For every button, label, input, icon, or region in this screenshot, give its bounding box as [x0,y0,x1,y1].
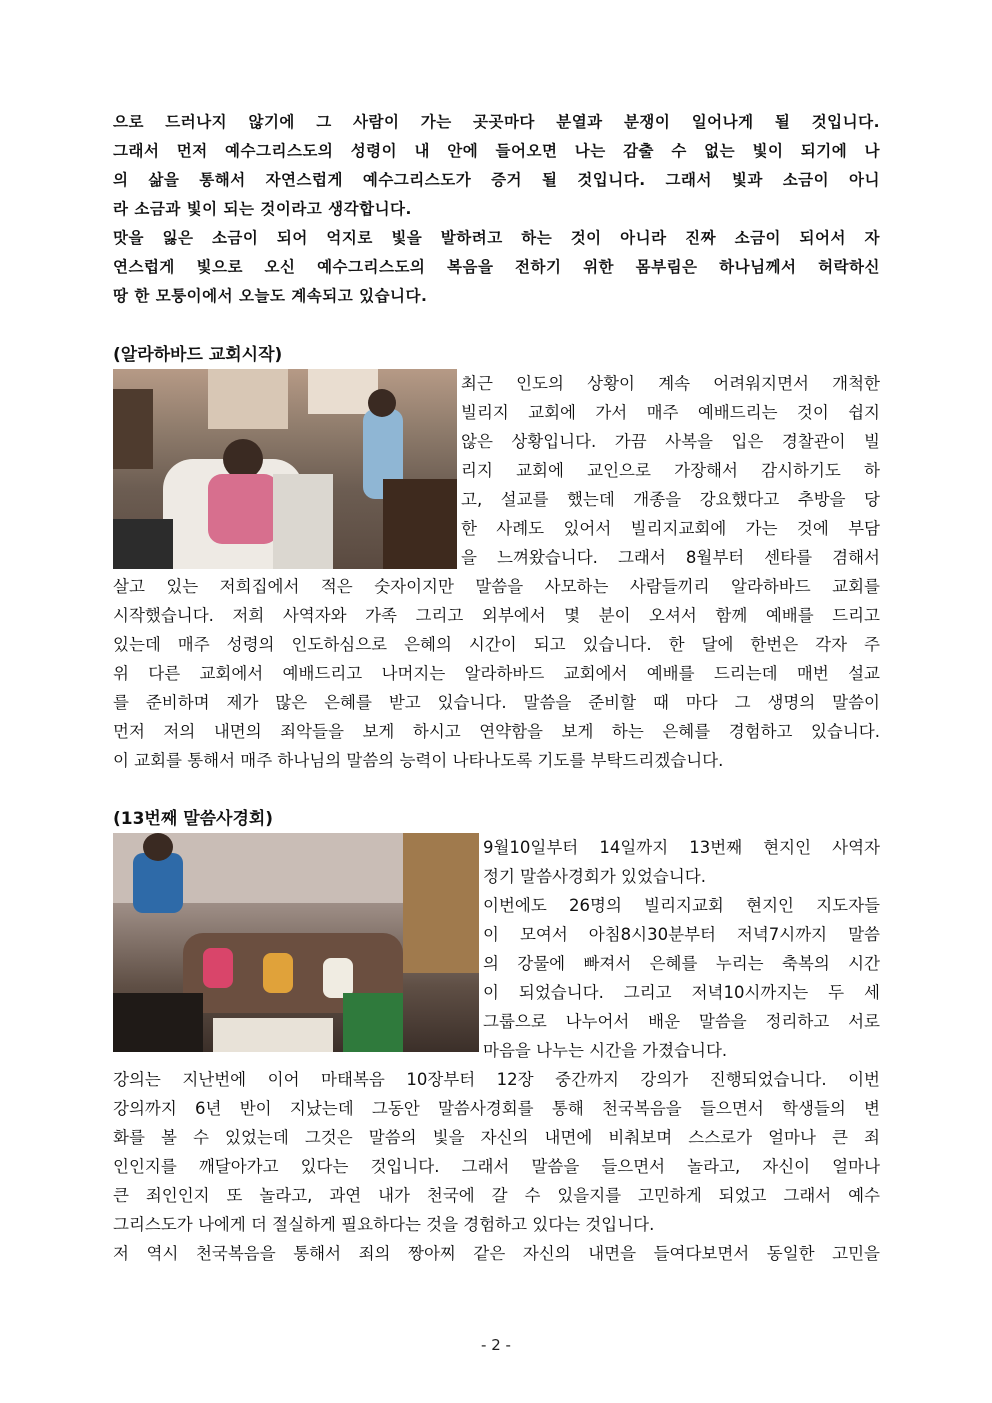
text-line: 않은 상황입니다. 가끔 사복을 입은 경찰관이 빌 [461,432,880,451]
worship-photo [113,369,457,569]
text-line: 인인지를 깨달아가고 있다는 것입니다. 그래서 말씀을 들으면서 놀라고, 자신이 얼마나 [113,1157,880,1176]
text-line: 고, 설교를 했는데 개종을 강요했다고 추방을 당 [461,490,880,509]
text-line: 를 준비하며 제가 많은 은혜를 받고 있습니다. 말씀을 준비할 때 마다 그 생명의 말씀이 [113,693,880,712]
text-line: 저 역시 천국복음을 통해서 죄의 짱아찌 같은 자신의 내면을 들여다보면서 동일한 고민을 [113,1244,880,1263]
text-line: 그리스도가 나에게 더 절실하게 필요하다는 것을 경험하고 있다는 것입니다. [113,1215,655,1234]
text-line: 최근 인도의 상황이 계속 어려워지면서 개척한 [461,374,880,393]
text-line: 그룹으로 나누어서 배운 말씀을 정리하고 서로 [483,1012,880,1031]
text-line: 라 소금과 빛이 되는 것이라고 생각합니다. [113,200,412,218]
text-line: 연스럽게 빛으로 오신 예수그리스도의 복음을 전하기 위한 몸부림은 하나님께서 허락하신 [113,258,880,276]
section-heading-bible-conference: (13번째 말씀사경회) [113,809,274,829]
text-line: 맛을 잃은 소금이 되어 억지로 빛을 발하려고 하는 것이 아니라 진짜 소금이 되어서 자 [113,229,880,247]
text-line: 9월10일부터 14일까지 13번째 현지인 사역자 [483,838,880,857]
text-line: 먼저 저의 내면의 죄악들을 보게 하시고 연약함을 보게 하는 은혜를 경험하고 있습니다. [113,722,880,741]
text-line: 살고 있는 저희집에서 적은 숫자이지만 말씀을 사모하는 사람들끼리 알라하바드 교회를 [113,577,880,596]
text-line: 한 사례도 있어서 빌리지교회에 가는 것에 부담 [461,519,880,538]
section2-wrap [113,833,880,1065]
section1-side-text [457,369,880,572]
text-line: 화를 볼 수 있었는데 그것은 말씀의 빛을 자신의 내면에 비춰보며 스스로가 얼마나 큰 죄 [113,1128,880,1147]
text-line: 강의는 지난번에 이어 마태복음 10장부터 12장 중간까지 강의가 진행되었습니다. 이번 [113,1070,880,1089]
text-line: 리지 교회에 교인으로 가장해서 감시하기도 하 [461,461,880,480]
document-page [113,108,880,1268]
section1-full-text [113,572,880,775]
text-line: 을 느껴왔습니다. 그래서 8월부터 센타를 겸해서 [461,548,880,567]
text-line: 의 강물에 빠져서 은혜를 누리는 축복의 시간 [483,954,880,973]
text-line: 그래서 먼저 예수그리스도의 성령이 내 안에 들어오면 나는 감출 수 없는 빛이 되기에 나 [113,142,880,160]
text-line: 정기 말씀사경회가 있었습니다. [483,867,706,886]
text-line: 있는데 매주 성령의 인도하심으로 은혜의 시간이 되고 있습니다. 한 달에 한번은 각자 주 [113,635,880,654]
text-line: 이번에도 26명의 빌리지교회 현지인 지도자들 [483,896,880,915]
conference-photo [113,833,479,1052]
text-line: 이 되었습니다. 그리고 저녁10시까지는 두 세 [483,983,880,1002]
text-line: 위 다른 교회에서 예배드리고 나머지는 알라하바드 교회에서 예배를 드리는데 매번 설교 [113,664,880,683]
section-heading-allahabad: (알라하바드 교회시작) [113,345,283,365]
section1-wrap [113,369,880,572]
text-line: 큰 죄인인지 또 놀라고, 과연 내가 천국에 갈 수 있을지를 고민하게 되었고 그래서 예수 [113,1186,880,1205]
page-number: - 2 - [481,1336,511,1354]
section2-full-text [113,1065,880,1268]
text-line: 시작했습니다. 저희 사역자와 가족 그리고 외부에서 몇 분이 오셔서 함께 예배를 드리고 [113,606,880,625]
section2-side-text [479,833,880,1065]
text-line: 이 교회를 통해서 매주 하나님의 말씀의 능력이 나타나도록 기도를 부탁드리겠습니다. [113,751,724,770]
intro-paragraph [113,108,880,311]
text-line: 마음을 나누는 시간을 가졌습니다. [483,1041,728,1060]
text-line: 빌리지 교회에 가서 매주 예배드리는 것이 쉽지 [461,403,880,422]
text-line: 으로 드러나지 않기에 그 사람이 가는 곳곳마다 분열과 분쟁이 일어나게 될 것입니다. [113,113,880,131]
text-line: 이 모여서 아침8시30분부터 저녁7시까지 말씀 [483,925,880,944]
text-line: 강의까지 6년 반이 지났는데 그동안 말씀사경회를 통해 천국복음을 들으면서 학생들의 변 [113,1099,880,1118]
text-line: 땅 한 모퉁이에서 오늘도 계속되고 있습니다. [113,287,428,305]
text-line: 의 삶을 통해서 자연스럽게 예수그리스도가 증거 될 것입니다. 그래서 빛과 소금이 아니 [113,171,880,189]
